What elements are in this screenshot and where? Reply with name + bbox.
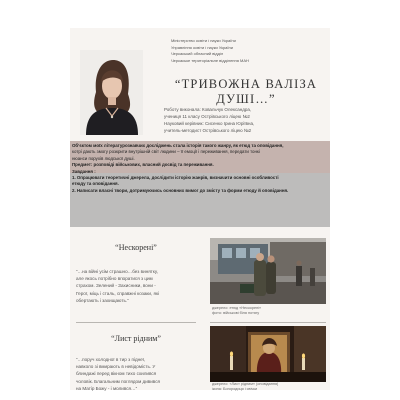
- description-line: Завдання :: [72, 168, 96, 174]
- title-line-2: ДУШІ…”: [216, 92, 276, 106]
- institutions-block: [171, 38, 326, 64]
- section-quote-1: [76, 268, 200, 304]
- author-line: учитель-методист Острівського ліцею №2: [164, 128, 252, 133]
- quote-line: “…поруч холодної в тир з піднеї,: [76, 357, 146, 362]
- title-line-1: “ТРИВОЖНА ВАЛІЗА: [174, 77, 318, 91]
- description-line: Предмет: розповіді військових, власний досвід та переживання.: [72, 162, 214, 168]
- section-quote-2: [76, 356, 200, 392]
- caption-line: ікона: Богородиця і свічки: [212, 387, 258, 391]
- quote-line: чоловік. Благальним поглядом дивився: [76, 378, 160, 384]
- authors-block: [164, 106, 328, 134]
- soldiers-photo: [210, 238, 326, 304]
- caption-1: [212, 306, 261, 316]
- description-block: [72, 143, 330, 194]
- section-title-lyst-ridnym: “Лист рідним”: [111, 334, 161, 343]
- page-title: [162, 77, 330, 107]
- quote-line: Герої, міць і сталь, справжні козаки, які: [76, 290, 160, 296]
- icon-candles-photo: [210, 326, 326, 382]
- description-line: нюанси порухів людської душі.: [72, 155, 135, 161]
- description-line: 2. Написати власні твори, дотримуючись основних вимог до змісту та форми етюду й оповідання.: [72, 187, 289, 193]
- quote-line: страхом. Зелений - Захисники, вони -: [76, 283, 156, 289]
- quote-line: але якось потрібно впоратися з цим: [76, 276, 153, 282]
- author-line: Роботу виконала: Ковальчук Олександра,: [164, 107, 252, 112]
- divider: [76, 322, 196, 323]
- description-line: Об’єктом моїх літературознавчих досліджень стала історія такого жанру, як етюд та оповідання,: [72, 143, 284, 148]
- divider: [210, 322, 326, 323]
- institution-line: Міністерство освіти і науки України: [171, 38, 236, 43]
- institution-line: Черкаське територіальне відділення МАН: [171, 57, 249, 63]
- caption-line: фото: військові біля потягу: [212, 311, 260, 315]
- document-page: [70, 28, 330, 390]
- caption-line: джерело: «Лист рідним» (оповідання): [212, 382, 279, 386]
- caption-2: [212, 382, 278, 392]
- institution-line: Черкаський обласний відділ: [171, 51, 224, 57]
- section-title-nескорені: “Нескорені”: [115, 243, 157, 252]
- author-photo: [80, 50, 143, 135]
- author-line: учениця 11 класу Острівського ліцею №2: [164, 114, 250, 119]
- institution-line: Управління освіти і науки України: [171, 44, 233, 50]
- description-line: 1. Опрацювати теоретичні джерела, дослідити історію жанрів, визначити основні особливості: [72, 175, 279, 181]
- quote-line: навколо зі вмирають в невідомість. У: [76, 364, 156, 370]
- author-line: Науковий керівник: Сисенко Ірина Юріївна,: [164, 121, 255, 126]
- description-line: етюду та оповідання.: [72, 181, 119, 187]
- quote-line: блиндажі перед вікном тихо схилився: [76, 371, 157, 377]
- caption-line: джерело: етюд «Нескорені»: [212, 306, 262, 310]
- quote-line: обертають і захищають.”: [76, 297, 129, 303]
- quote-line: “…на війні усім страшно…без винятку,: [76, 269, 158, 274]
- quote-line: на Матір Божу - і молився…”: [76, 385, 138, 391]
- description-line: котрі дають змогу розкрити внутрішній світ людини – її емоції і переживання, передати тонкі: [72, 149, 260, 155]
